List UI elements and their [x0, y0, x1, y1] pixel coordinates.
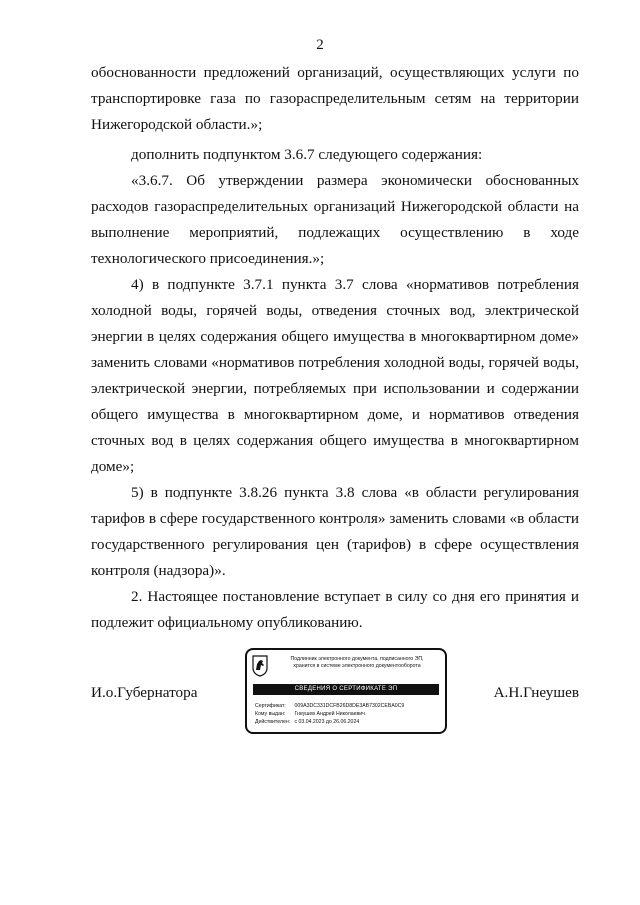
issued-to-value: Гнеушев Андрей Николаевич	[294, 711, 365, 717]
paragraph-continuation: обоснованности предложений организаций, осуществляющих услуги по транспортировке газа по газораспределительным сетям на территории Нижегородской области.»;	[91, 64, 579, 133]
paragraph-subclause-3-6-7: «3.6.7. Об утверждении размера экономически обоснованных расходов газораспределительных организаций Нижегородской области на выполнение мероприятий, подлежащих осуществлению в ходе технологического присоединения.»;	[91, 172, 579, 267]
certificate-row	[255, 702, 441, 710]
coat-of-arms-icon	[252, 655, 268, 677]
signature-block	[91, 648, 579, 738]
issued-to-row	[255, 710, 441, 718]
paragraph-effective-date: 2. Настоящее постановление вступает в силу со дня его принятия и подлежит официальному опубликованию.	[91, 588, 579, 631]
signatory-name: А.Н.Гнеушев	[493, 684, 579, 701]
stamp-header	[271, 656, 443, 670]
stamp-header-line: Подлинник электронного документа, подписанного ЭП,	[290, 656, 424, 662]
valid-value: с 03.04.2023 до 26.06.2024	[294, 719, 360, 725]
stamp-band-title: СВЕДЕНИЯ О СЕРТИФИКАТЕ ЭП	[253, 684, 439, 695]
certificate-label: Сертификат:	[255, 703, 286, 709]
page-number: 2	[316, 37, 324, 53]
paragraph-item-5: 5) в подпункте 3.8.26 пункта 3.8 слова «в области регулирования тарифов в сфере государственного контроля» заменить словами «в области государственного регулирования цен (тарифов) в сфере осуществления контроля (надзора)».	[91, 484, 579, 579]
document-body	[91, 60, 579, 636]
signatory-title: И.о.Губернатора	[91, 684, 198, 701]
certificate-value: 009A3DC331DCFB26D8DE3AB7302CEBA0C9	[294, 703, 405, 709]
paragraph-add-subclause: дополнить подпунктом 3.6.7 следующего содержания:	[131, 146, 483, 163]
certificate-details	[255, 702, 441, 726]
stamp-header-line: хранится в системе электронного документооборота	[293, 663, 421, 669]
electronic-signature-stamp	[245, 648, 447, 734]
valid-label: Действителен:	[255, 719, 291, 725]
paragraph-item-4: 4) в подпункте 3.7.1 пункта 3.7 слова «нормативов потребления холодной воды, горячей воды, отведения сточных вод, электрической энергии в целях содержания общего имущества в многоквартирном доме» заменить словами «нормативов потребления холодной воды, горячей воды, электрической энергии, потребляемых при использовании и содержании общего имущества в многоквартирном доме, и нормативов отведения сточных вод в целях содержания общего имущества в многоквартирном доме»;	[91, 276, 579, 475]
valid-row	[255, 718, 441, 726]
issued-to-label: Кому выдан:	[255, 711, 286, 717]
